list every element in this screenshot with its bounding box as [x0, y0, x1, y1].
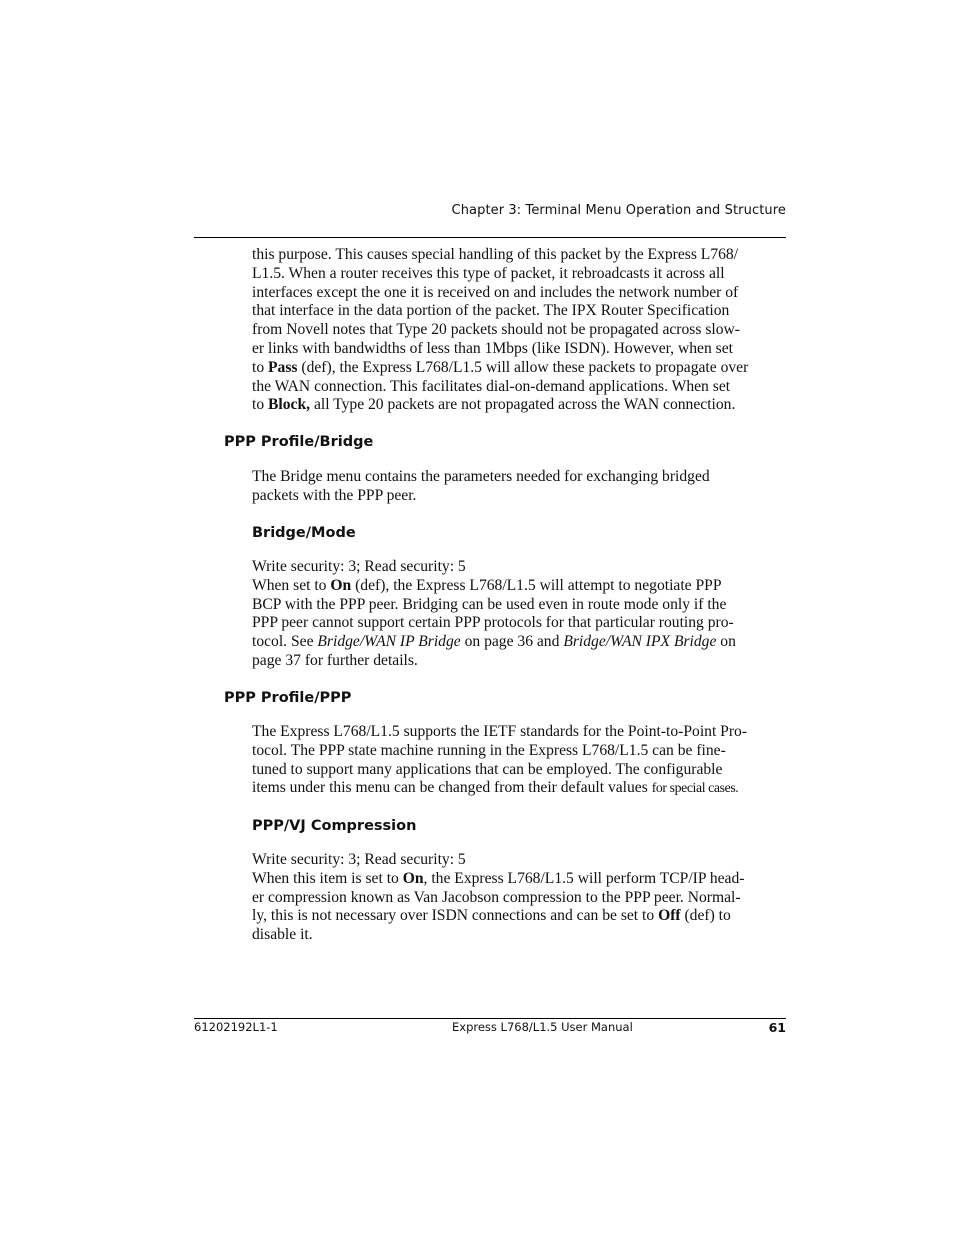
footer-divider [194, 1018, 786, 1019]
heading-ppp-profile-bridge: PPP Profile/Bridge [224, 434, 374, 450]
security-line: Write security: 3; Read security: 5 [252, 558, 466, 575]
text-line: When set to On (def), the Express L768/L1.5 will attempt to negotiate PPP [252, 576, 722, 594]
text-line: that interface in the data portion of the packet. The IPX Router Specification [252, 302, 730, 320]
text-line: this purpose. This causes special handling of this packet by the Express L768/ [252, 246, 739, 263]
chapter-title: Chapter 3: Terminal Menu Operation and Structure [451, 203, 786, 218]
on-term: On [402, 869, 424, 887]
manual-title: Express L768/L1.5 User Manual [452, 1020, 633, 1034]
text-line: packets with the PPP peer. [252, 486, 417, 504]
text-line: The Bridge menu contains the parameters needed for exchanging bridged [252, 468, 710, 485]
doc-number: 61202192L1-1 [194, 1020, 278, 1034]
xref-wan-ip-bridge: Bridge/WAN IP Bridge [317, 633, 461, 651]
text-line: ly, this is not necessary over ISDN connections and can be set to Off (def) to [252, 907, 731, 925]
text-line: L1.5. When a router receives this type of packet, it rebroadcasts it across all [252, 264, 725, 282]
page-number: 61 [768, 1020, 786, 1035]
bridge-mode-paragraph [252, 558, 786, 671]
text-line: page 37 for further details. [252, 651, 418, 669]
text-line: PPP peer cannot support certain PPP protocols for that particular routing pro- [252, 614, 734, 632]
text-line: interfaces except the one it is received on and includes the network number of [252, 283, 739, 301]
text-line: from Novell notes that Type 20 packets should not be propagated across slow- [252, 321, 740, 339]
heading-ppp-profile-ppp: PPP Profile/PPP [224, 690, 352, 706]
text-line: When this item is set to On, the Express L768/L1.5 will perform TCP/IP head- [252, 869, 745, 887]
heading-ppp-vj-compression: PPP/VJ Compression [252, 818, 417, 834]
text-line: to Block, all Type 20 packets are not propagated across the WAN connection. [252, 396, 736, 414]
block-term: Block, [268, 396, 311, 414]
bridge-paragraph [252, 468, 786, 506]
text-line: tocol. See Bridge/WAN IP Bridge on page 36 and Bridge/WAN IPX Bridge on [252, 633, 736, 651]
text-line: tocol. The PPP state machine running in the Express L768/L1.5 can be fine- [252, 741, 726, 759]
heading-bridge-mode: Bridge/Mode [252, 525, 356, 541]
text-line: to Pass (def), the Express L768/L1.5 will allow these packets to propagate over [252, 358, 749, 376]
text-line: items under this menu can be changed from their default values for special cases. [252, 779, 739, 797]
text-line: BCP with the PPP peer. Bridging can be used even in route mode only if the [252, 595, 727, 613]
header-divider [194, 237, 786, 238]
intro-paragraph [252, 246, 786, 415]
ppp-paragraph [252, 723, 786, 798]
text-line: The Express L768/L1.5 supports the IETF standards for the Point-to-Point Pro- [252, 723, 748, 740]
pass-term: Pass [268, 358, 298, 376]
text-line: the WAN connection. This facilitates dial-on-demand applications. When set [252, 377, 731, 395]
text-line: er links with bandwidths of less than 1Mbps (like ISDN). However, when set [252, 339, 733, 357]
text-line: er compression known as Van Jacobson compression to the PPP peer. Normal- [252, 888, 741, 906]
on-term: On [330, 576, 352, 594]
text-line: tuned to support many applications that can be employed. The configurable [252, 760, 723, 778]
vj-paragraph [252, 851, 786, 945]
xref-wan-ipx-bridge: Bridge/WAN IPX Bridge [563, 633, 717, 651]
text-line: disable it. [252, 926, 313, 944]
security-line: Write security: 3; Read security: 5 [252, 851, 466, 868]
off-term: Off [658, 907, 681, 925]
